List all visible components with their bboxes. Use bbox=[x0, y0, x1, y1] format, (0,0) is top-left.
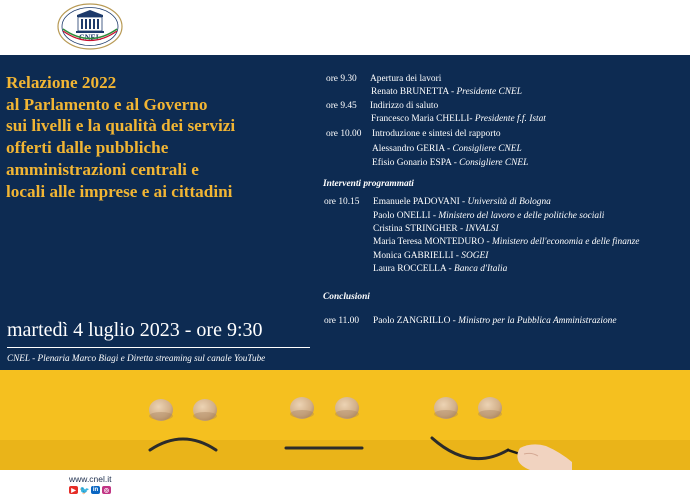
speaker-role: SOGEI bbox=[461, 251, 489, 261]
title-line: offerti dalle pubbliche bbox=[6, 138, 169, 158]
website-link[interactable]: www.cnel.it bbox=[69, 474, 112, 484]
header-band bbox=[0, 0, 690, 55]
program-item-title: Introduzione e sintesi del rapporto bbox=[372, 129, 501, 139]
program-time: ore 9.45 bbox=[326, 101, 357, 111]
intervention-speaker bbox=[373, 210, 604, 222]
speaker-role: Consigliere CNEL bbox=[452, 144, 522, 154]
speaker-role: INVALSI bbox=[465, 224, 499, 234]
feedback-faces-photo bbox=[0, 370, 690, 470]
speaker-name: Paolo ONELLI - bbox=[373, 211, 437, 221]
intervention-speaker bbox=[373, 223, 499, 235]
intervention-speaker bbox=[373, 263, 507, 275]
intervention-speaker bbox=[373, 196, 551, 208]
program-item-title: Apertura dei lavori bbox=[370, 74, 442, 84]
section-heading-interventions: Interventi programmati bbox=[323, 179, 414, 189]
event-venue: CNEL - Plenaria Marco Biagi e Diretta streaming sul canale YouTube bbox=[7, 353, 266, 363]
speaker-name: Laura ROCCELLA - bbox=[373, 264, 452, 274]
program-time: ore 10.00 bbox=[326, 129, 362, 139]
title-line: sui livelli e la qualità dei servizi bbox=[6, 116, 236, 136]
linkedin-icon[interactable]: in bbox=[92, 487, 99, 493]
smiley-illustration bbox=[0, 370, 690, 470]
program-time: ore 11.00 bbox=[324, 316, 360, 326]
speaker-role: Ministro per la Pubblica Amministrazione bbox=[458, 316, 617, 326]
instagram-icon[interactable]: ◎ bbox=[103, 487, 110, 494]
program-speaker bbox=[372, 157, 528, 169]
speaker-role: Presidente f.f. Istat bbox=[474, 114, 546, 124]
social-links bbox=[69, 486, 111, 494]
speaker-name: Efisio Gonario ESPA - bbox=[372, 158, 457, 168]
program-speaker bbox=[371, 86, 522, 98]
title-line: Relazione 2022 bbox=[6, 73, 117, 92]
title-line: amministrazioni centrali e bbox=[6, 159, 199, 179]
intervention-speaker bbox=[373, 250, 488, 262]
event-panel bbox=[0, 55, 690, 370]
program-time: ore 10.15 bbox=[324, 197, 360, 207]
title-line: al Parlamento e al Governo bbox=[6, 94, 208, 114]
event-title bbox=[6, 72, 306, 202]
speaker-role: Ministero del lavoro e delle politiche sociali bbox=[438, 211, 605, 221]
speaker-name: Francesco Maria CHELLI- bbox=[371, 114, 473, 124]
program-speaker bbox=[372, 143, 522, 155]
speaker-role: Banca d'Italia bbox=[453, 264, 508, 274]
section-heading-conclusions: Conclusioni bbox=[323, 292, 370, 302]
speaker-role: Università di Bologna bbox=[467, 197, 551, 207]
logo-text: CNEL bbox=[78, 33, 102, 42]
cnel-logo bbox=[57, 3, 123, 50]
speaker-name: Paolo ZANGRILLO - bbox=[373, 316, 456, 326]
twitter-icon[interactable]: 🐦 bbox=[79, 485, 90, 495]
conclusion-speaker bbox=[373, 315, 617, 327]
intervention-speaker bbox=[373, 236, 639, 248]
program-item-title: Indirizzo di saluto bbox=[370, 101, 439, 111]
speaker-name: Alessandro GERIA - bbox=[372, 144, 451, 154]
event-date: martedì 4 luglio 2023 - ore 9:30 bbox=[7, 319, 263, 341]
program-time: ore 9.30 bbox=[326, 74, 357, 84]
speaker-name: Cristina STRINGHER - bbox=[373, 224, 464, 234]
speaker-name: Renato BRUNETTA - bbox=[371, 87, 455, 97]
program-speaker bbox=[371, 113, 546, 125]
speaker-role: Consigliere CNEL bbox=[459, 158, 529, 168]
speaker-name: Maria Teresa MONTEDURO - bbox=[373, 237, 490, 247]
youtube-icon[interactable]: ▶ bbox=[69, 486, 78, 494]
speaker-name: Emanuele PADOVANI - bbox=[373, 197, 466, 207]
speaker-role: Ministero dell'economia e delle finanze bbox=[491, 237, 640, 247]
speaker-name: Monica GABRIELLI - bbox=[373, 251, 459, 261]
title-line: locali alle imprese e ai cittadini bbox=[6, 181, 233, 201]
date-divider bbox=[7, 347, 310, 348]
speaker-role: Presidente CNEL bbox=[456, 87, 522, 97]
